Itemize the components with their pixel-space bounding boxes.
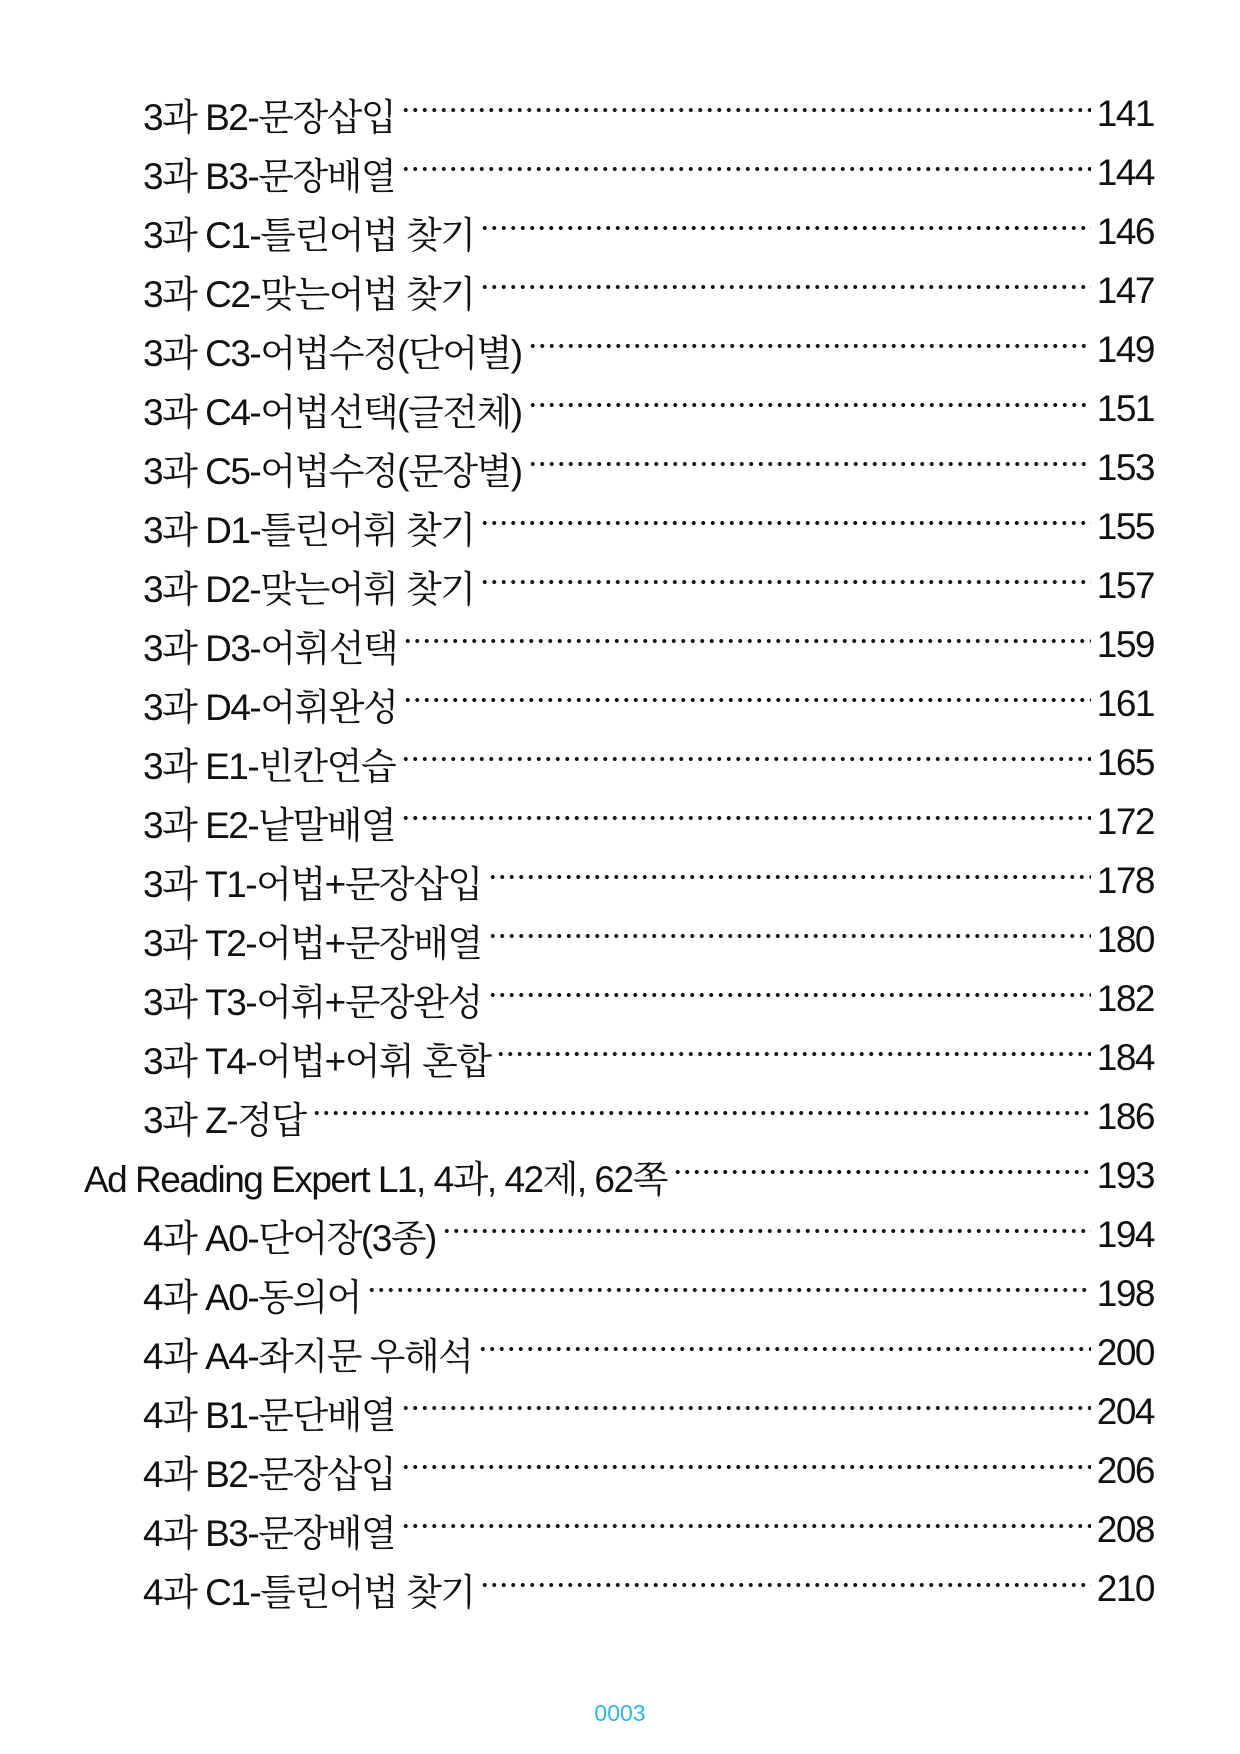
toc-entry[interactable] (0, 84, 1240, 143)
dot-leader (488, 933, 1091, 939)
toc-entry-page: 206 (1096, 1449, 1154, 1491)
toc-entry[interactable] (0, 1146, 1240, 1205)
toc-entry[interactable] (0, 1323, 1240, 1382)
toc-entry-title: 3과 Z-정답 (143, 1099, 306, 1141)
toc-entry-title: 3과 C3-어법수정(단어별) (143, 332, 522, 374)
dot-leader (401, 815, 1091, 821)
toc-entry-page: 186 (1096, 1095, 1154, 1137)
dot-leader (488, 992, 1091, 998)
toc-entry[interactable] (0, 261, 1240, 320)
dot-leader (401, 166, 1091, 172)
toc-entry-page: 200 (1096, 1331, 1154, 1373)
dot-leader (528, 461, 1091, 467)
toc-entry-title: 3과 D3-어휘선택 (143, 627, 398, 669)
toc-entry[interactable] (0, 792, 1240, 851)
toc-entry-page: 165 (1096, 741, 1154, 783)
dot-leader (480, 225, 1090, 231)
toc-entry-title: 3과 D4-어휘완성 (143, 686, 398, 728)
toc-entry-page: 208 (1096, 1508, 1154, 1550)
toc-entry-title: 3과 B3-문장배열 (143, 155, 396, 197)
toc-entry-title: 3과 T4-어법+어휘 혼합 (143, 1040, 491, 1082)
dot-leader (403, 638, 1091, 644)
page-number: 0003 (594, 1700, 646, 1726)
dot-leader (403, 697, 1091, 703)
dot-leader (496, 1051, 1090, 1057)
toc-entry-page: 159 (1096, 623, 1154, 665)
dot-leader (480, 284, 1090, 290)
dot-leader (401, 107, 1091, 113)
toc-entry-page: 149 (1096, 328, 1154, 370)
dot-leader (442, 1228, 1091, 1234)
toc-entry-page: 153 (1096, 446, 1154, 488)
toc-entry[interactable] (0, 615, 1240, 674)
toc-entry-title: 3과 E2-낱말배열 (143, 804, 396, 846)
toc-entry-page: 144 (1096, 151, 1154, 193)
dot-leader (401, 1464, 1091, 1470)
dot-leader (480, 579, 1090, 585)
toc-entry[interactable] (0, 733, 1240, 792)
dot-leader (528, 343, 1091, 349)
dot-leader (480, 520, 1090, 526)
toc-entry[interactable] (0, 1382, 1240, 1441)
dot-leader (367, 1287, 1091, 1293)
toc-entry[interactable] (0, 1500, 1240, 1559)
toc-entry[interactable] (0, 320, 1240, 379)
toc-entry-title: 3과 B2-문장삽입 (143, 96, 396, 138)
toc-entry[interactable] (0, 1441, 1240, 1500)
toc-entry-page: 141 (1096, 92, 1154, 134)
toc-entry-page: 204 (1096, 1390, 1154, 1432)
toc-entry-page: 193 (1096, 1154, 1154, 1196)
toc-entry-title: 4과 B1-문단배열 (143, 1394, 396, 1436)
dot-leader (478, 1346, 1090, 1352)
toc-entry[interactable] (0, 556, 1240, 615)
toc-entry-page: 178 (1096, 859, 1154, 901)
toc-entry-page: 182 (1096, 977, 1154, 1019)
toc-entry-title: 4과 B3-문장배열 (143, 1512, 396, 1554)
dot-leader (673, 1169, 1091, 1175)
toc-entry[interactable] (0, 969, 1240, 1028)
toc-entry[interactable] (0, 1559, 1240, 1618)
toc-entry[interactable] (0, 674, 1240, 733)
toc-entry-title: 3과 C2-맞는어법 찾기 (143, 273, 475, 315)
toc-entry-title: 3과 D1-틀린어휘 찾기 (143, 509, 475, 551)
toc-entry[interactable] (0, 910, 1240, 969)
dot-leader (312, 1110, 1091, 1116)
toc-entry[interactable] (0, 143, 1240, 202)
toc-entry[interactable] (0, 1205, 1240, 1264)
toc-entry-title: 4과 A0-동의어 (143, 1276, 361, 1318)
toc-entry[interactable] (0, 1264, 1240, 1323)
toc-entry-title: 3과 T3-어휘+문장완성 (143, 981, 482, 1023)
table-of-contents (0, 84, 1240, 1618)
toc-entry-page: 146 (1096, 210, 1154, 252)
toc-entry[interactable] (0, 438, 1240, 497)
toc-entry[interactable] (0, 1028, 1240, 1087)
toc-entry-title: 4과 C1-틀린어법 찾기 (143, 1571, 475, 1613)
toc-entry-title: 3과 T1-어법+문장삽입 (143, 863, 482, 905)
toc-entry-title: 3과 D2-맞는어휘 찾기 (143, 568, 475, 610)
toc-entry[interactable] (0, 202, 1240, 261)
toc-entry-page: 172 (1096, 800, 1154, 842)
toc-entry-title: 3과 C5-어법수정(문장별) (143, 450, 522, 492)
toc-entry-title: 4과 A0-단어장(3종) (143, 1217, 436, 1259)
toc-entry-title: 4과 B2-문장삽입 (143, 1453, 396, 1495)
dot-leader (401, 1523, 1091, 1529)
toc-entry[interactable] (0, 497, 1240, 556)
toc-entry-page: 157 (1096, 564, 1154, 606)
toc-entry-page: 184 (1096, 1036, 1154, 1078)
dot-leader (401, 756, 1091, 762)
dot-leader (528, 402, 1091, 408)
toc-entry-page: 198 (1096, 1272, 1154, 1314)
toc-entry-title: 4과 A4-좌지문 우해석 (143, 1335, 473, 1377)
toc-entry-page: 155 (1096, 505, 1154, 547)
toc-entry-title: 3과 C1-틀린어법 찾기 (143, 214, 475, 256)
toc-entry-title: 3과 E1-빈칸연습 (143, 745, 396, 787)
toc-entry-page: 210 (1096, 1567, 1154, 1609)
toc-entry[interactable] (0, 851, 1240, 910)
toc-entry-page: 151 (1096, 387, 1154, 429)
toc-entry[interactable] (0, 1087, 1240, 1146)
toc-entry-page: 194 (1096, 1213, 1154, 1255)
dot-leader (480, 1582, 1090, 1588)
toc-entry[interactable] (0, 379, 1240, 438)
toc-entry-page: 147 (1096, 269, 1154, 311)
dot-leader (401, 1405, 1091, 1411)
toc-entry-title: 3과 C4-어법선택(글전체) (143, 391, 522, 433)
dot-leader (488, 874, 1091, 880)
toc-entry-title: Ad Reading Expert L1, 4과, 42제, 62쪽 (84, 1158, 667, 1200)
toc-entry-page: 161 (1096, 682, 1154, 724)
toc-entry-title: 3과 T2-어법+문장배열 (143, 922, 482, 964)
toc-entry-page: 180 (1096, 918, 1154, 960)
